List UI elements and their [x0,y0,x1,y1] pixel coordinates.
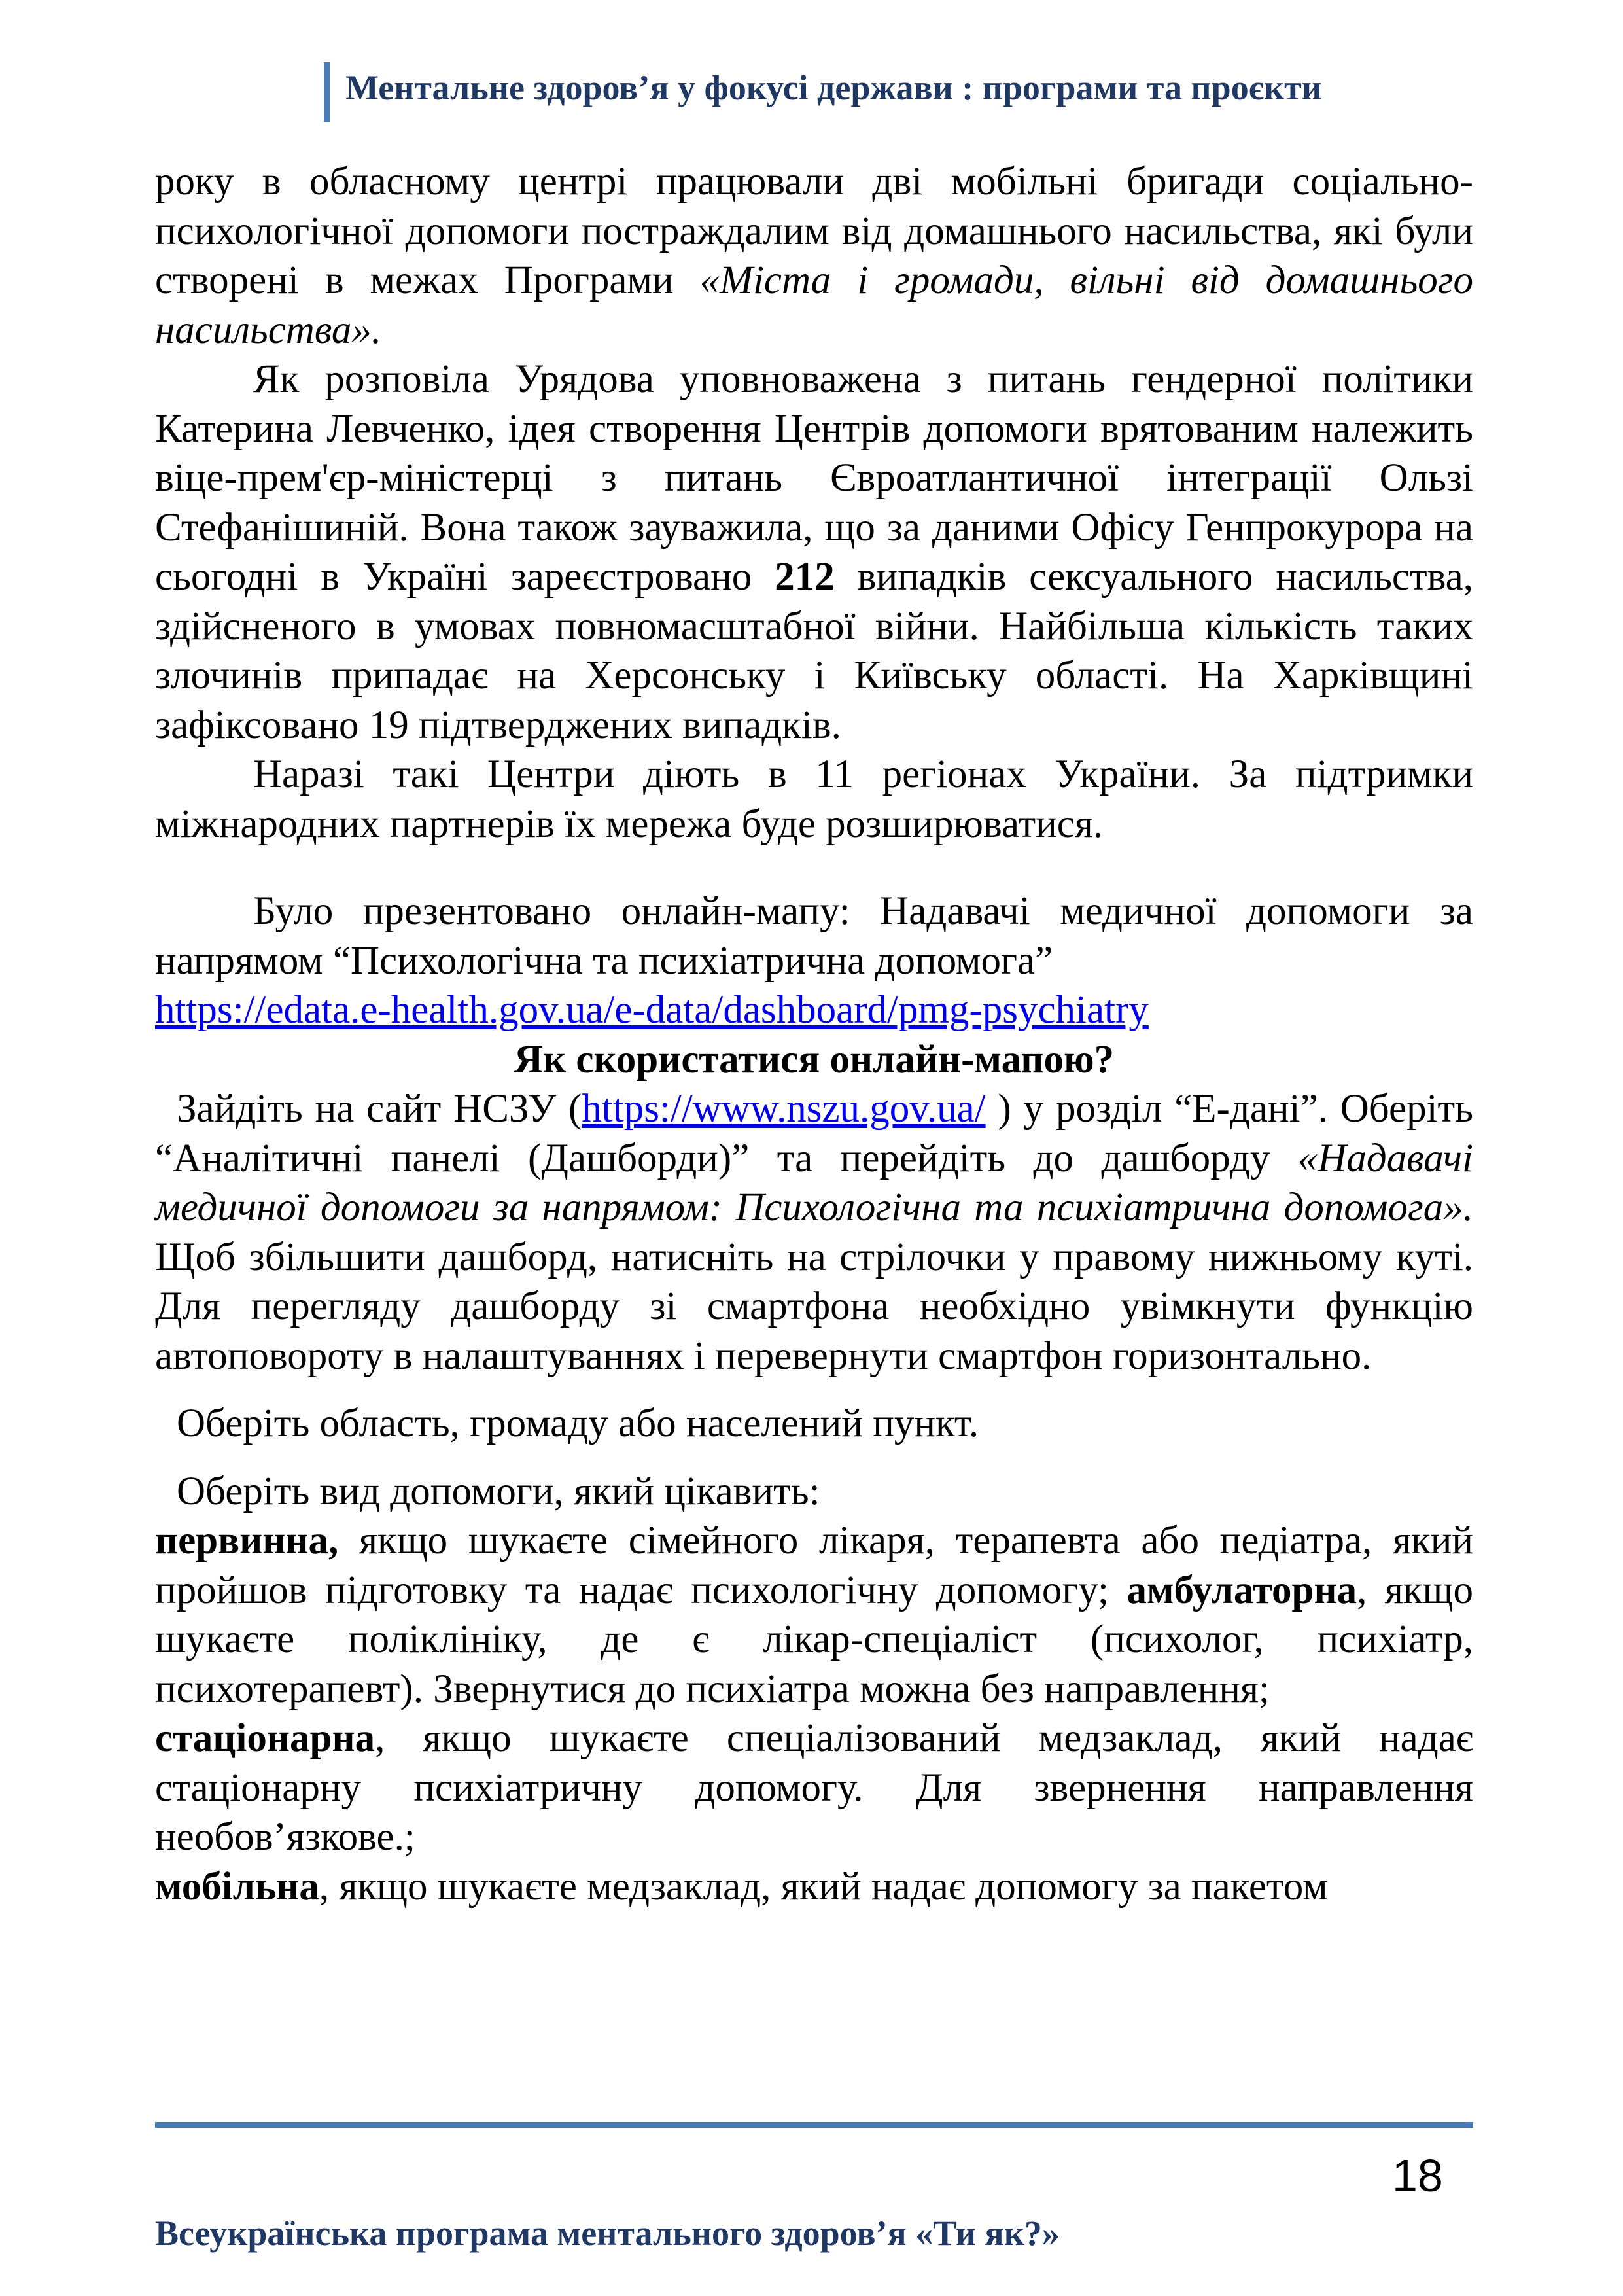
list-item-3-text: , якщо шукаєте спеціалізований медзаклад, який надає стаціонарну психіатричну допомогу. Для звернення направлення необов’язкове.; [155,1716,1473,1859]
paragraph-5 [155,1084,1473,1381]
program-name: «Міста і громади, вільні від домашнього насильства». [155,258,1473,352]
running-header-title: Ментальне здоров’я у фокусі держави : програми та проєкти [345,68,1322,107]
page-number: 18 [1392,2150,1443,2201]
paragraph-7: Оберіть вид допомоги, який цікавить: [177,1469,820,1513]
paragraph-2-text-a: Як розповіла Урядова уповноважена з питань гендерної політики Катерина Левченко, ідея створення Центрів допомоги врятованим належить віце-прем'єр-міністерці з питань Євроатлантичної інтеграції Ользі Стефанішиній. Вона також зауважила, що за даними Офісу Генпрокурора на сьогодні в Україні зареєстровано [155,357,1473,599]
paragraph-3: Наразі такі Центри діють в 11 регіонах України. За підтримки міжнародних партнерів їх мережа буде розширюватися. [155,752,1473,846]
list-items [155,1516,1473,1714]
list-item-4 [155,1862,1473,1912]
paragraph-2-text-b: випадків сексуального насильства, здійсненого в умовах повномасштабної війни. Найбільша кількість таких злочинів припадає на Херсонську і Київську області. На Харківщині зафіксовано 19 підтверджених випадків. [155,555,1473,747]
list-item-4-text: , якщо шукаєте медзаклад, який надає допомогу за пакетом [319,1864,1328,1909]
paragraph-5-text-b: ) у розділ “Е-дані”. Оберіть “Аналітичні панелі (Дашборди)” та перейдіть до дашборду [155,1087,1473,1180]
paragraph-2 [155,355,1473,750]
page-body [155,157,1473,1911]
list-item-1-text: якщо шукаєте сімейного лікаря, терапевта або педіатра, який пройшов підготовку та надає психологічну допомогу; [155,1519,1473,1612]
footer-divider [155,2122,1473,2128]
running-footer-title: Всеукраїнська програма ментального здоров’я «Ти як?» [155,2214,1060,2253]
list-item-2-text: , якщо шукаєте поліклініку, де є лікар-спеціаліст (психолог, психіатр, психотерапевт). Звернутися до психіатра можна без направлення; [155,1568,1473,1711]
list-item-2-term: амбулаторна [1126,1568,1357,1612]
paragraph-1 [155,157,1473,355]
list-item-3 [155,1714,1473,1862]
paragraph-5-text-c: Щоб збільшити дашборд, натисніть на стрілочки у правому нижньому куті. Для перегляду дашборду зі смартфона необхідно увімкнути функцію автоповороту в налаштуваннях і перевернути смартфон горизонтально. [155,1235,1473,1378]
list-item-3-term: стаціонарна [155,1716,375,1760]
paragraph-4-text: Було презентовано онлайн-мапу: Надавачі медичної допомоги за напрямом “Психологічна та психіатрична допомога” [155,889,1473,983]
paragraph-5-text-a: Зайдіть на сайт НСЗУ ( [177,1087,582,1131]
case-count: 212 [775,555,835,599]
paragraph-6: Оберіть область, громаду або населений пункт. [177,1402,979,1445]
dashboard-name: «Надавачі медичної допомоги за напрямом: Психологічна та психіатрична допомога». [155,1136,1473,1229]
list-item-4-term: мобільна [155,1864,319,1909]
subheading: Як скористатися онлайн-мапою? [514,1037,1115,1082]
nszu-link[interactable]: https://www.nszu.gov.ua/ [582,1087,986,1131]
paragraph-1-text: року в обласному центрі працювали дві мобільні бригади соціально-психологічної допомоги постраждалим від домашнього насильства, які були створені в межах Програми [155,160,1473,302]
header-accent-bar [324,62,330,122]
paragraph-4 [155,887,1473,1035]
edata-dashboard-link[interactable]: https://edata.e-health.gov.ua/e-data/dashboard/pmg-psychiatry [155,988,1149,1032]
list-item-1-term: первинна, [155,1519,339,1563]
